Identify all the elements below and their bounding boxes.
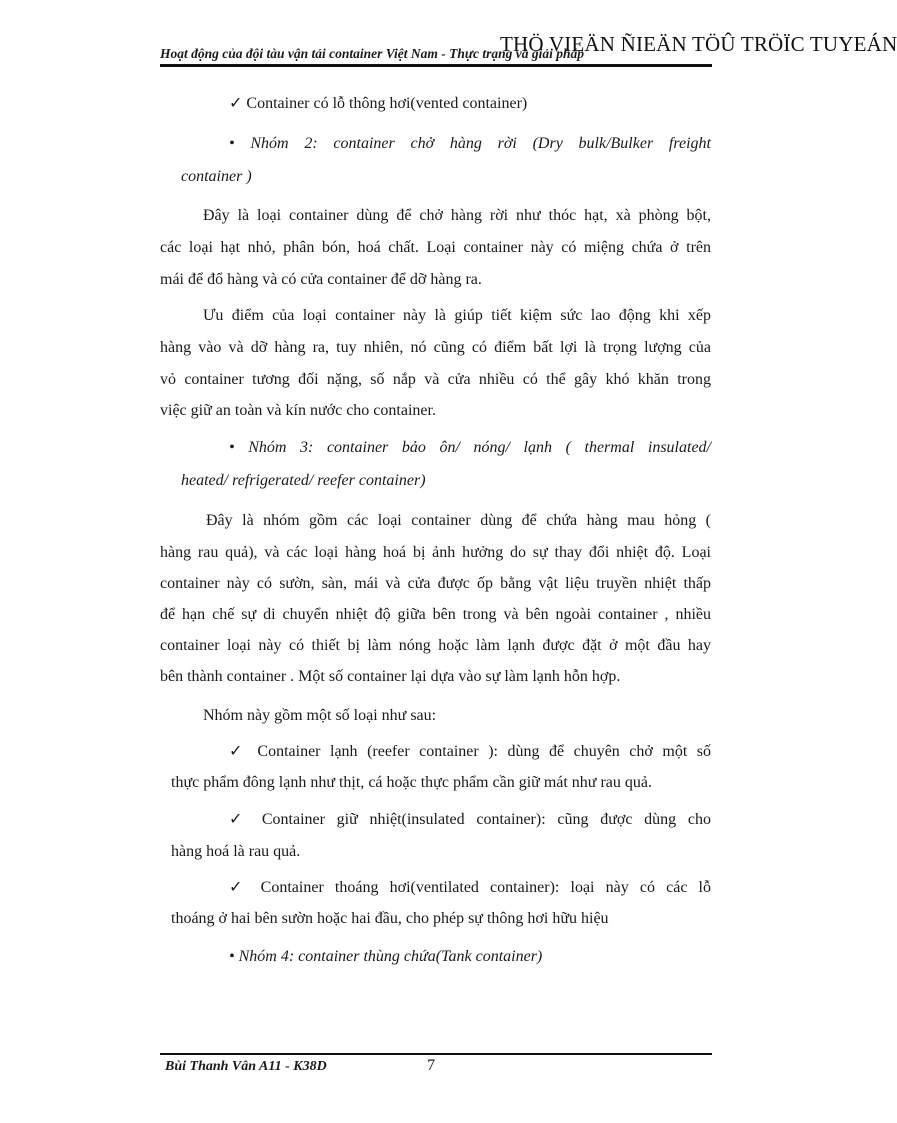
- paragraph-line: các loại hạt nhỏ, phân bón, hoá chất. Loại container này có miệng chứa ở trên: [160, 239, 711, 256]
- header-divider: [160, 64, 712, 67]
- running-header-title: Hoạt động của đội tàu vận tải container Việt Nam - Thực trạng và giải pháp: [160, 46, 584, 61]
- paragraph-line: việc giữ an toàn và kín nước cho container.: [160, 402, 436, 419]
- paragraph-line: container này có sườn, sàn, mái và cửa được ốp bằng vật liệu truyền nhiệt thấp: [160, 575, 711, 592]
- paragraph-line: hàng vào và dỡ hàng ra, tuy nhiên, nó cũng có điểm bất lợi là trọng lượng của: [160, 339, 711, 356]
- group-4-heading: • Nhóm 4: container thùng chứa(Tank container): [229, 948, 543, 965]
- watermark-text: THÖ VIEÄN ÑIEÄN TÖÛ TRÖÏC TUYEÁN: [500, 32, 897, 56]
- bullet-ventilated-container: ✓ Container thoáng hơi(ventilated container): loại này có các lỗ: [229, 879, 711, 896]
- page-number: 7: [427, 1057, 435, 1074]
- paragraph-line: container loại này có thiết bị làm nóng hoặc làm lạnh được đặt ở một đầu hay: [160, 637, 711, 654]
- bullet-insulated-container-cont: hàng hoá là rau quả.: [171, 843, 301, 860]
- paragraph-line: hàng rau quả), và các loại hàng hoá bị ảnh hưởng do sự thay đổi nhiệt độ. Loại: [160, 544, 711, 561]
- group-2-heading: • Nhóm 2: container chở hàng rời (Dry bulk/Bulker freight: [229, 135, 711, 152]
- paragraph-line: để hạn chế sự di chuyển nhiệt độ giữa bên trong và bên ngoài container , nhiều: [160, 606, 711, 623]
- footer-divider: [160, 1053, 712, 1055]
- footer-author: Bùi Thanh Vân A11 - K38D: [165, 1059, 327, 1074]
- bullet-vented-container: ✓ Container có lỗ thông hơi(vented container): [229, 95, 528, 112]
- bullet-reefer-container: ✓ Container lạnh (reefer container ): dùng để chuyên chở một số: [229, 743, 711, 760]
- bullet-ventilated-container-cont: thoáng ở hai bên sườn hoặc hai đầu, cho phép sự thông hơi hữu hiệu: [171, 910, 609, 927]
- paragraph-line: Đây là loại container dùng để chở hàng rời như thóc hạt, xà phòng bột,: [203, 207, 711, 224]
- paragraph-line: Ưu điểm của loại container này là giúp tiết kiệm sức lao động khi xếp: [203, 307, 711, 324]
- group-2-heading-cont: container ): [181, 168, 252, 185]
- group-3-heading: • Nhóm 3: container bảo ôn/ nóng/ lạnh ( thermal insulated/: [229, 439, 711, 456]
- bullet-reefer-container-cont: thực phẩm đông lạnh như thịt, cá hoặc thực phẩm cần giữ mát như rau quả.: [171, 774, 653, 791]
- group-3-heading-cont: heated/ refrigerated/ reefer container): [181, 472, 426, 489]
- paragraph-line: Nhóm này gồm một số loại như sau:: [203, 707, 437, 724]
- paragraph-line: Đây là nhóm gồm các loại container dùng để chứa hàng mau hỏng (: [206, 512, 711, 529]
- paragraph-line: bên thành container . Một số container lại dựa vào sự làm lạnh hỗn hợp.: [160, 668, 621, 685]
- paragraph-line: vỏ container tương đối nặng, số nắp và cửa nhiều có thể gây khó khăn trong: [160, 371, 711, 388]
- bullet-insulated-container: ✓ Container giữ nhiệt(insulated container): cũng được dùng cho: [229, 811, 711, 828]
- paragraph-line: mái để đổ hàng và có cửa container để dỡ hàng ra.: [160, 271, 482, 288]
